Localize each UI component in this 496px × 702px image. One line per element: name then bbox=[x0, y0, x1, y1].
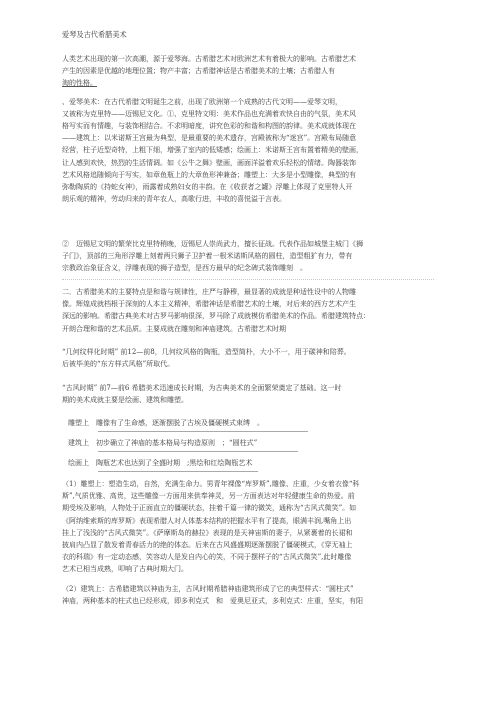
paragraph-line: 挂上了浅浅的“古风式微笑”。《萨摩斯岛的赫拉》表现的是天神宙斯的妻子，从紧裹着的长裙和 bbox=[62, 528, 353, 537]
paragraph-line: （1）雕塑上：塑造生动，自然，充满生命力。男青年裸像“库罗斯”,雕像、庄重，少女着衣像“科 bbox=[62, 480, 360, 488]
paragraph-line: 格写实而有情趣，与装饰相结合。不求明暗度，讲究色彩的和谐和构图的韵律。美术成就体现在 bbox=[62, 121, 356, 130]
paragraph-line: 期受埃及影响，人物处于正面直立的僵硬状态，挂着千篇一律的微笑，通称为“古风式微笑”。如 bbox=[62, 504, 357, 513]
paragraph-line: 宗教政治象征含义，浮雕表现的狮子造型，是西方最早的纪念碑式装饰雕刻 。 bbox=[62, 264, 307, 273]
document-title-block bbox=[62, 29, 434, 41]
section-sculpture bbox=[62, 478, 434, 576]
paragraph-line: 经营，柱子近型奇特，上粗下细，增强了室内的低矮感；绘画上：米诺斯王宫布置着精美的壁画， bbox=[62, 146, 363, 155]
paragraph-line: 艺术风格追随倾向于写实，如章鱼瓶上的大章鱼形神兼备；雕塑上：大多是小型雕像，典型的有 bbox=[62, 170, 356, 179]
achievement-list bbox=[62, 413, 434, 473]
document-title: 爱琴及古代希腊美术 bbox=[62, 30, 127, 39]
paragraph-line: 人类艺术出现的第一次高潮，源于爱琴海。古希腊艺术对欧洲艺术有着极大的影响。古希腊艺术 bbox=[62, 55, 356, 63]
connector-line bbox=[98, 451, 298, 452]
paragraph-line: 后被毕美的“东方样式风格”所取代。 bbox=[62, 360, 175, 369]
paragraph-line: 让人感到欢快，热烈的生活情调。如《公牛之舞》壁画，画面洋溢着欢乐轻松的情绪。陶器装饰 bbox=[62, 158, 356, 167]
divider bbox=[62, 279, 434, 280]
paragraph-line: 开朗合理和谐的艺术品质。主要成就在雕刻和神庙建筑。古希腊艺术时期 bbox=[62, 324, 286, 333]
paragraph-line: （2）建筑上：古希腊建筑以神庙为主，古风时期希腊神庙建筑形成了它的典型样式：“圆柱式” bbox=[62, 585, 354, 593]
connector-line bbox=[98, 431, 308, 432]
paragraph-line: ——建筑上：以米诺斯王宫最为典型，是最重要的美术遗存，宫殿被称为“迷宫”。宫殿布局随意 bbox=[62, 134, 357, 143]
section-archaic-period bbox=[62, 382, 434, 406]
paragraph-line: 、爱琴美术：在古代希腊文明诞生之前，出现了欧洲第一个成熟的古代文明——爱琴文明， bbox=[62, 97, 342, 106]
paragraph-line: 斯”,气质优雅、高贵，这些雕像一方面用来供奉神灵，另一方面表达对年轻健康生命的热爱。前 bbox=[62, 492, 355, 501]
paragraph-line: “古风时期” 前7—前6 希腊美术迅速成长时期，为古典美术的全面繁荣奠定了基础。这一时 bbox=[62, 384, 342, 392]
paragraph-line: 神庙，两种基本的柱式也已经形成，即多利克式 和 爱奥尼亚式，多利克式：庄重，坚实，有阳 bbox=[62, 597, 363, 606]
paragraph-line: 期的美术成就主要是绘画、建筑和雕塑。 bbox=[62, 396, 188, 405]
section-mycenae bbox=[62, 238, 434, 275]
paragraph-line: ② 迈锡尼文明的繁荣比克里特稍晚，迈锡尼人崇尚武力，擅长征战。代表作品如城堡主城门《狮 bbox=[62, 240, 363, 248]
achievement-item: 雕塑上 雕像有了生命感，逐渐摆脱了古埃及僵硬模式束缚 。 bbox=[68, 419, 264, 427]
connector-line bbox=[98, 471, 258, 472]
section-geometric-period bbox=[62, 346, 434, 370]
paragraph-line: 披肩内凸显了散发着青春活力的绝的体态。后来在古风盛盛期逐渐摆脱了僵硬模式，《穿无袖上 bbox=[62, 540, 353, 549]
paragraph-line: 二．古希腊美术的主要特点是和谐与规律性，庄严与静穆，最显著的成就是种适性设中的人物雕 bbox=[62, 288, 356, 296]
achievement-item: 建筑上 初步确立了神庙的基本格局与构造原则 ；“圆柱式” bbox=[68, 439, 258, 447]
section-greek-features bbox=[62, 286, 434, 335]
paragraph-line: 深远的影响。希腊古典美术对古罗马影响很深，罗马除了成就模仿希腊美术的作品。希腊建筑特点： bbox=[62, 312, 370, 321]
paragraph-line: 产生的因素是优越的地理位置；物产丰富；古希腊神话是古希腊美术的土壤；古希腊人有 bbox=[62, 67, 335, 76]
paragraph-line: 弥勒陶质的《持蛇女神》，雨露着成熟妇女的丰韵。在《收获者之罐》浮雕上体现了克里特人开 bbox=[62, 182, 353, 191]
paragraph-line: 子门》，顶部的三角形浮雕上刻着两只狮子卫护着一根米诺斯风格的圆柱，造型粗犷有力，带有 bbox=[62, 252, 353, 261]
paragraph-line: 艺术已相当成熟，叩响了古典时期大门。 bbox=[62, 565, 188, 574]
section-architecture bbox=[62, 583, 434, 607]
paragraph-line: “几何纹样化时期” 前12—前8，几何纹风格的陶瓶，造型简朴，大小不一，用于碳神和陪葬。 bbox=[62, 348, 351, 356]
paragraph-line: 衣的科瑞》有一定动态感，笑容动人是发自内心的笑，不同于摆样子的“古风式微笑”,此时雕像 bbox=[62, 553, 352, 562]
achievement-item: 绘画上 陶瓶艺术也达到了全盛时期 ;黑绘和红绘陶瓶艺术 bbox=[68, 459, 253, 467]
paragraph-line: 像。辉煌成就档根于深刻的人本主义精神，希腊神话是希腊艺术的土壤，对后来的西方艺术产生 bbox=[62, 300, 356, 309]
paragraph-line: 淘的性格。 bbox=[62, 79, 97, 88]
section-intro bbox=[62, 53, 434, 205]
paragraph-line: 朗乐观的精神，劳动归来的青年农人，高歌行进，丰收的喜悦溢于言表。 bbox=[62, 195, 286, 204]
paragraph-line: 《阿纳维索斯的库罗斯》表现希腊人对人体基本结构的把握水平有了提高，眼满丰润,嘴角上出 bbox=[62, 516, 352, 525]
paragraph-line: 又被称为克里特——迈锡尼文化。①、克里特文明：美术作品也充满着欢快自由的气氛，美术风 bbox=[62, 109, 356, 118]
